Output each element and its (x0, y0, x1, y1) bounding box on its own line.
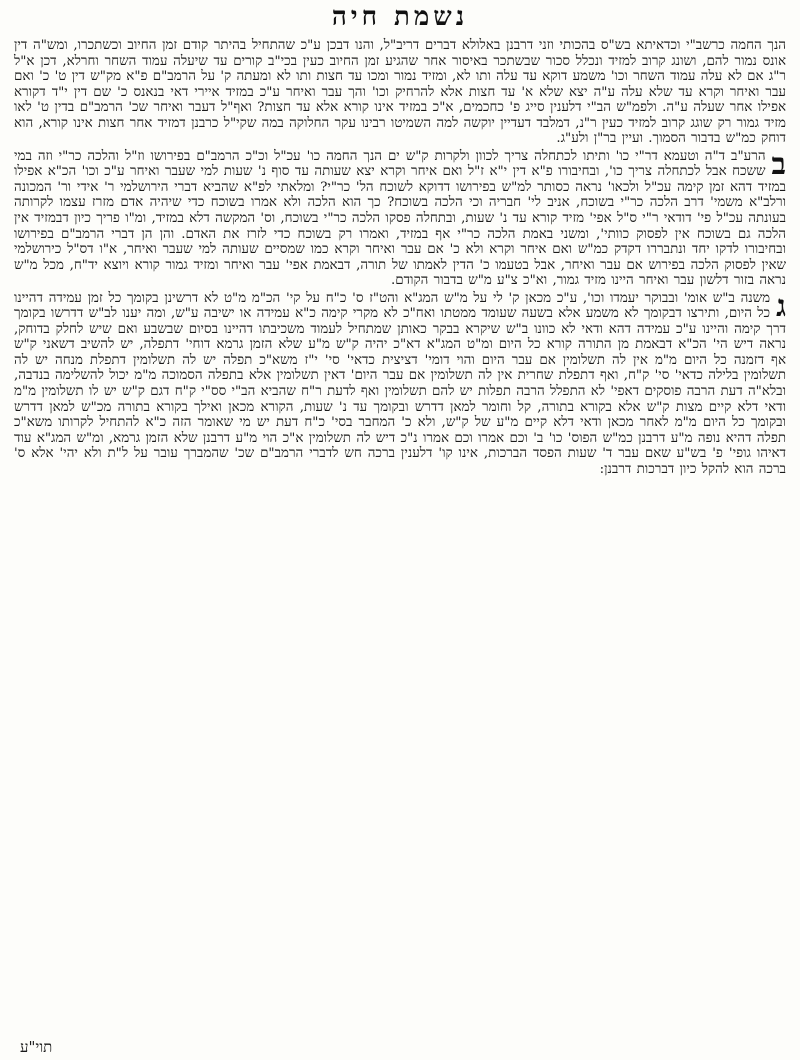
page-title: נשמת חיה (331, 2, 469, 32)
section-1-text: הנך החמה כרשב"י וכדאיתא בש"ס בהכותי וזני דרבנן באלולא דברים דריב"ל, והנו דבכן ע"כ שהתחיל בהיתר קודם זמן החיוב וכשתכרו, ומש"ה דין אונס נמור להם, ושונג קרוב למזיד ונכלל סכור שבשתכר באיסור אחר שהגיע זמן החיוב כעין בכי"ב קורים עד שיעלה עמוד השחר וחרלא, דכן א"ל ר"ג אם לא עלה עמוד השחר וכו' משמע דוקא עד עלה ותו לא, ומזיד נמור ומכו עד חצות ותו לא ומעתה ק' על הרמב"ם פ"א מק"ש דין ט' כ' ואם עבר ואיחר וקרא עד שלא עלה ע"ה יצא שלא א' עד חצות אלא להרחיק וכו' והך עבר ואיחר ע"כ במזיד איירי דאי בנאנס כ' שם דין י"ד דקורא אפילו אחר שעלה ע"ה. ולפמ"ש הב"י דלענין סייג פ' כחכמים, א"כ במזיד אינו קורא אלא עד חצות? ואף"ל דעבר ואיחר שכ' הרמב"ם בדין ט' לאו מזיד גמור רק שוגג קרוב למזיד כעין ר"נ, דמלבד דעדיין יוקשה למה השמיטו רבינו עקר החלוקה במה שקי"ל כרבנן דמזיד אחר חצות אינו קורא, הוא דוחק כמ"ש בדבור הסמוך. ועיין בר"ן ולע"ג. (14, 38, 786, 147)
section-2-letter: ב (771, 146, 786, 182)
section-1 (14, 38, 786, 147)
section-3-text: משנה ב"ש אומ' ובבוקר יעמדו וכו', ע"כ מכאן ק' לי על מ"ש המג"א והט"ז ס' כ"ח על קי' הכ"מ מ"ט לא דרשינן בקומך כל זמן עמידה דהיינו כל היום, ותירצו דבקומך לא משמע אלא בשעה שעומד ממטתו ואח"כ לא מקרי קימה כ"א עמידה או ישיבה ע"ש, ומה יענו לב"ש דדרשו בקומך דרך קימה והיינו ע"כ עמידה דהא ודאי לא כוונו ב"ש שיקרא בבקר כאותן שמתחיל לעמוד משכיבתו דהיינו בסיום שבשבע ואם שיש לחלק בדוחק, נראה דיש הי' הכ"א דבאמת מן התורה קורא כל היום ומ"ט המג"א דא"כ יהיה ק"ש מ"ע שלא הזמן גרמא דוחי' דתפלה, יש להשיב דשאני ק"ש אף דזמנה כל היום מ"מ אין לה תשלומין אם עבר היום והוי דומי' דציצית כדאי' סי' י"ז משא"כ תפלה יש לה תשלומין דתפלת מנחה יש לה תשלומין בלילה כדאי' סי' ק"ח, ואף דתפלת שחרית אין לה תשלומין אם עבר היום' דאין תשלומין אלא בתפלה הסמוכה מ"מ יכול להשלימה בנדבה, ובלא"ה דעת הרבה פוסקים דאפי' לא התפלל הרבה תפלות יש להם תשלומין ואף לדעת ר"ח שהביא הב"י סס"י ק"ח דגם ק"ש יש לו תשלומין מ"מ ודאי דלא קיים מצות ק"ש אלא בקורא בתורה, קל וחומר למאן דדרש ובקומך עד נ' שעות, הקורא מכאן ואילך בקורא בתורה מכ"ש למאן דדרש ובקומך כל היום מ"מ לאחר מכאן ודאי דלא קיים מ"ע של ק"ש, ולא כ' המחבר בסי' כ"ח דעת יש מי שאומר הזה כ"א להתחיל לקרותו משא"כ תפלה דהיא נופה מ"ע דרבנן כמ"ש הפוס' כו' ב' וכם אמרו וכם אמרו נ"כ דיש לה תשלומין א"כ הוי מ"ע דרבנן שלא הזמן גרמא, ומ"ש המג"א עוד דאיהו גופי' פ' בש"ע שאם עבר ד' שעות הפסד הברכות, אינו קו' דלענין ברכה חש לדברי הרמב"ם שכ' שהמברך עובר על ל"ת ולא יהי' אלא ס' ברכה הוא להקל כיון דברכות דרבנן: (14, 290, 786, 477)
section-2 (14, 146, 786, 289)
section-3 (14, 288, 786, 478)
section-2-text: הרע"ב ד"ה וטעמא דר"י כו' ותיתו לכתחלה צריך לכוון ולקרות ק"ש ים הנך החמה כו' עכ"ל וכ"כ הרמב"ם בפירושו וז"ל והלכה כר"י וזה במי ששכח אבל לכתחלה צריך כו', ובחיבורו פ"א דין י"א ז"ל ואם איחר וקרא יצא שעותה עד סוף נ' שעות למי שעבר ואיחר ע"כ וכו' הכ"א אפילו במזיד דהא זמן קימה עכ"ל ולכאו' נראה כסותר למ"ש בפירושו דדוקא לשוכח הל' כר"י? ומלאתי לפ"א שהביא דברי הירושלמי ר' אידי ור' המכונה ורלב"א משמי' דרב הלכה כר"י בשוכח, אניב לי' חבריה וכי הלכה בשוכח? כך הוא הלכה ולא אמרו בשוכח כדי שיהיה אדם מזרז עצמו לקרותה בעונתה עכ"ל פי' דודאי ר"י ס"ל אפי' מזיד קורא עד נ' שעות, ובתחלה פסקו הלכה כר"י בשוכח, וס' המקשה דלא במזיד, ומ"ו פריך כיון דבמזיד אין הלכה גם בשוכח אין לפסוק כוותי', ומשני באמת הלכה כר"י אף במזיד, ואמרו רק בשוכח כדי לזרז את האדם. והן הן דברי הרמב"ם בפירושו ובחיבורו לדקו יחד ונתבררו דקדק כמ"ש ואם איחר וקרא ולא כ' אם עבר ואיחר וקרא כמו שמסיים שעותה למי שעבר ואיחר, א"ו דס"ל כירושלמי שאין לפסוק הלכה בפירוש אם עבר ואיחר, אבל בטעמו כ' הדין לאמתו של תורה, דבאמת אפי' עבר ואיחר ומזיד גמור קורא ויוצא יד"ח, מכל מ"ש נראה בזור דלשון עבר ואיחר היינו מזיד גמור, וא"כ צ"ע מ"ש בדבור הקודם. (14, 148, 786, 289)
section-3-letter: ג (776, 288, 786, 324)
document-body (14, 38, 786, 479)
catchword: תוי"ע (20, 1038, 53, 1056)
